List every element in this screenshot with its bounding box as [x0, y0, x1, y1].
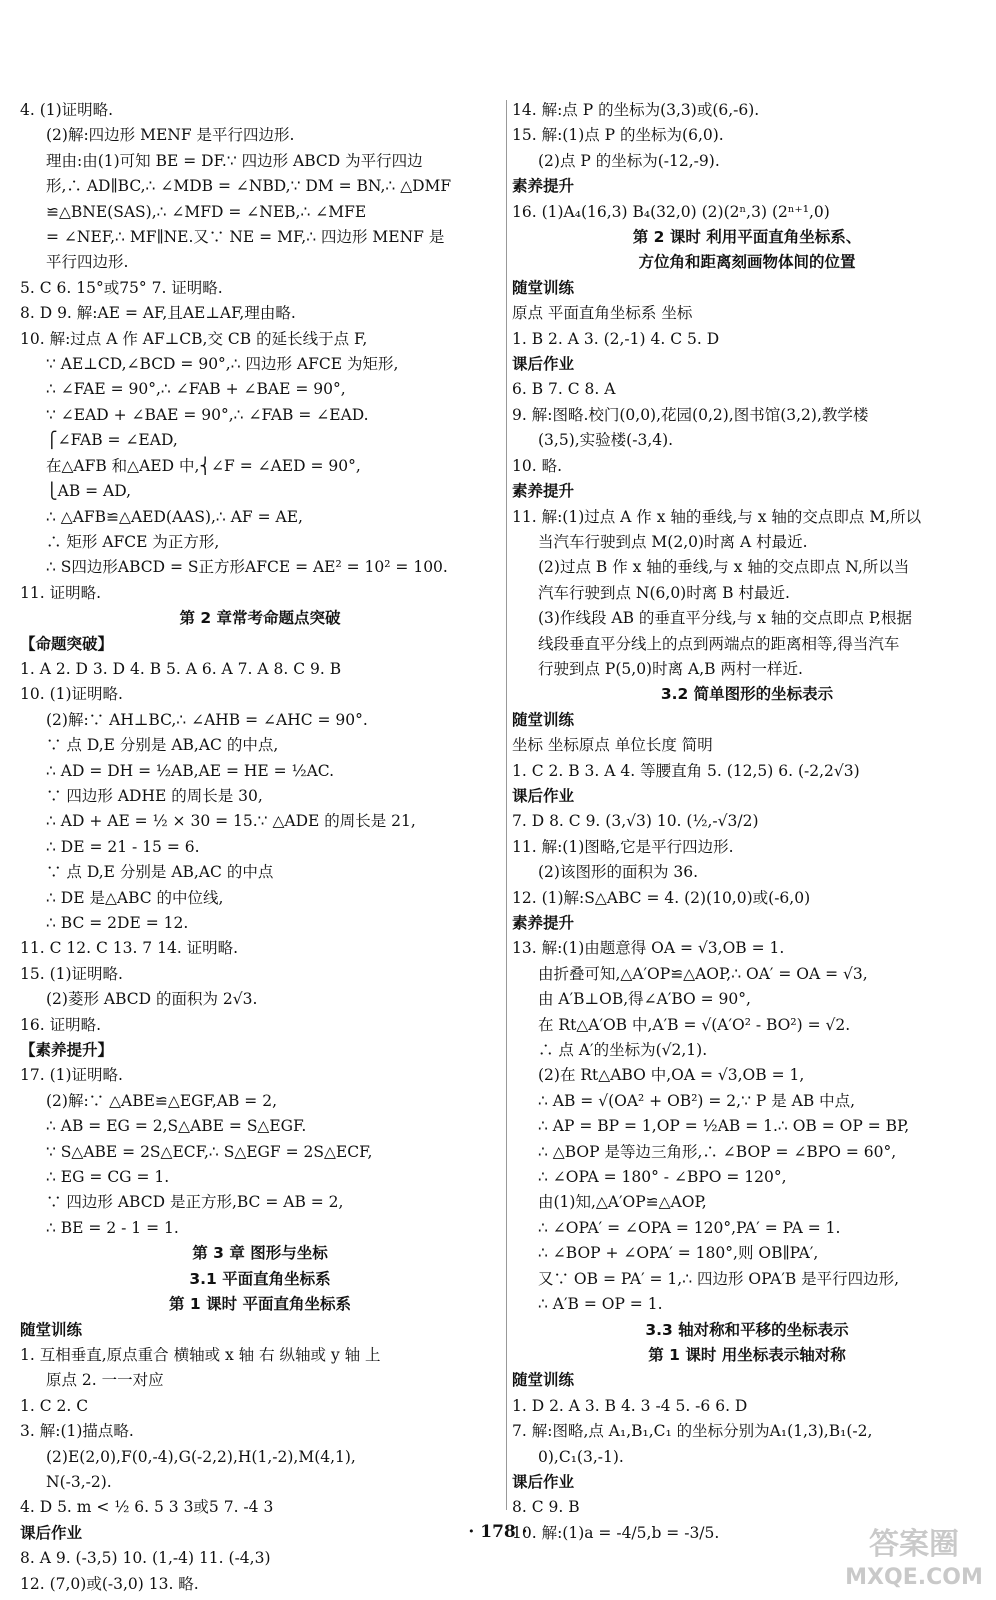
answer-line: 10. 解:过点 A 作 AF⊥CB,交 CB 的延长线于点 F,	[20, 329, 368, 348]
answer-line: 5. C 6. 15°或75° 7. 证明略.	[20, 278, 223, 297]
section-label: 素养提升	[512, 914, 575, 932]
answer-line: 11. C 12. C 13. 7 14. 证明略.	[20, 939, 239, 958]
answer-line: ⎩AB = AD,	[46, 482, 132, 501]
answer-line: ⎧∠FAB = ∠EAD,	[46, 431, 178, 450]
heading: 第 3 章 图形与坐标	[192, 1244, 328, 1263]
answer-line: ∴ △AFB≌△AED(AAS),∴ AF = AE,	[46, 507, 303, 526]
section-label: 素养提升	[512, 177, 575, 196]
answer-line: ∵ 四边形 ADHE 的周长是 30,	[46, 786, 263, 805]
answer-line: 行驶到点 P(5,0)时离 A,B 两村一样近.	[538, 659, 803, 678]
answer-line: 在 Rt△A′OB 中,A′B = √(A′O² - BO²) = √2.	[538, 1015, 851, 1034]
answer-line: ∴ A′B = OP = 1.	[538, 1295, 663, 1314]
answer-line: 6. B 7. C 8. A	[512, 380, 616, 399]
answer-line: ∴ AD = DH = ½AB,AE = HE = ½AC.	[46, 761, 335, 780]
answer-line: 8. D 9. 解:AE = AF,且AE⊥AF,理由略.	[20, 304, 296, 323]
answer-line: ∴ AB = √(OA² + OB²) = 2,∵ P 是 AB 中点,	[538, 1091, 856, 1110]
answer-line: (3,5),实验楼(-3,4).	[538, 431, 674, 450]
answer-line: 10. 略.	[512, 456, 563, 475]
answer-line: ∴ DE = 21 - 15 = 6.	[46, 837, 200, 856]
answer-line: ∵ 四边形 ABCD 是正方形,BC = AB = 2,	[46, 1193, 344, 1212]
heading: 3.1 平面直角坐标系	[189, 1269, 331, 1288]
section-label: 【素养提升】	[20, 1041, 114, 1060]
answer-line: ∴ DE 是△ABC 的中位线,	[46, 888, 224, 907]
answer-line: 9. 解:图略.校门(0,0),花园(0,2),图书馆(3,2),教学楼	[512, 405, 869, 424]
watermark-logo-icon	[844, 1520, 984, 1592]
answer-line: 11. 解:(1)过点 A 作 x 轴的垂线,与 x 轴的交点即点 M,所以	[512, 507, 922, 526]
section-label: 课后作业	[512, 355, 575, 374]
answer-line: ∴ ∠OPA = 180° - ∠BPO = 120°,	[538, 1168, 787, 1187]
answer-line: (2)在 Rt△ABO 中,OA = √3,OB = 1,	[538, 1066, 805, 1085]
answer-line: 汽车行驶到点 N(6,0)时离 B 村最近.	[538, 583, 790, 602]
answer-line: (2)菱形 ABCD 的面积为 2√3.	[46, 990, 258, 1009]
answer-line: (2)E(2,0),F(0,-4),G(-2,2),H(1,-2),M(4,1),	[46, 1447, 356, 1466]
answer-line: ∴ AD + AE = ½ × 30 = 15.∵ △ADE 的周长是 21,	[46, 812, 416, 831]
answer-line: ∵ 点 D,E 分别是 AB,AC 的中点,	[46, 736, 279, 755]
answer-line: ∴ BC = 2DE = 12.	[46, 914, 189, 932]
section-label: 课后作业	[20, 1523, 83, 1542]
answer-line: 由折叠可知,△A′OP≌△AOP,∴ OA′ = OA = √3,	[538, 964, 868, 983]
answer-line: (3)作线段 AB 的垂直平分线,与 x 轴的交点即点 P,根据	[538, 609, 913, 628]
answer-line: 4. D 5. m < ½ 6. 5 3 3或5 7. -4 3	[20, 1498, 274, 1517]
answer-line: ∵ ∠EAD + ∠BAE = 90°,∴ ∠FAB = ∠EAD.	[46, 405, 369, 424]
answer-line: 线段垂直平分线上的点到两端点的距离相等,得当汽车	[538, 634, 900, 653]
answer-line: 4. (1)证明略.	[20, 101, 114, 119]
answer-line: ∵ AE⊥CD,∠BCD = 90°,∴ 四边形 AFCE 为矩形,	[46, 355, 399, 374]
watermark-top-text: 答案圈	[869, 1527, 959, 1562]
answer-line: 坐标 坐标原点 单位长度 简明	[512, 736, 713, 755]
answer-line: 1. D 2. A 3. B 4. 3 -4 5. -6 6. D	[512, 1396, 748, 1415]
answer-line: ∴ ∠OPA′ = ∠OPA = 120°,PA′ = PA = 1.	[538, 1218, 841, 1237]
section-label: 随堂训练	[512, 710, 575, 729]
answer-line: 原点 平面直角坐标系 坐标	[512, 304, 693, 323]
answer-line: 10. (1)证明略.	[20, 685, 123, 704]
answer-line: ∴ AB = EG = 2,S△ABE = S△EGF.	[46, 1117, 307, 1136]
column-divider	[506, 100, 507, 1510]
answer-line: ∴ EG = CG = 1.	[46, 1168, 170, 1187]
answer-line: ∴ BE = 2 - 1 = 1.	[46, 1218, 179, 1237]
answer-line: 12. (1)解:S△ABC = 4. (2)(10,0)或(-6,0)	[512, 888, 811, 907]
answer-line: (2)过点 B 作 x 轴的垂线,与 x 轴的交点即点 N,所以当	[538, 558, 910, 577]
answer-line: 16. (1)A₄(16,3) B₄(32,0) (2)(2ⁿ,3) (2ⁿ⁺¹,0)	[512, 202, 830, 221]
answer-line: 3. 解:(1)描点略.	[20, 1422, 134, 1441]
answer-line: 11. 解:(1)图略,它是平行四边形.	[512, 837, 734, 856]
answer-line: 7. D 8. C 9. (3,√3) 10. (½,-√3/2)	[512, 812, 759, 831]
answer-line: ∴ ∠FAE = 90°,∴ ∠FAB + ∠BAE = 90°,	[46, 380, 346, 399]
answer-line: ∴ S四边形ABCD = S正方形AFCE = AE² = 10² = 100.	[46, 558, 448, 577]
right-column	[512, 98, 982, 1546]
answer-line: 15. 解:(1)点 P 的坐标为(6,0).	[512, 126, 724, 145]
answer-line: ≌△BNE(SAS),∴ ∠MFD = ∠NEB,∴ ∠MFE	[46, 202, 367, 221]
answer-line: 16. 证明略.	[20, 1015, 102, 1034]
answer-line: 17. (1)证明略.	[20, 1066, 123, 1085]
answer-line: 由(1)知,△A′OP≌△AOP,	[538, 1193, 707, 1212]
answer-line: 理由:由(1)可知 BE = DF.∵ 四边形 ABCD 为平行四边	[46, 151, 423, 170]
answer-line: ∴ AP = BP = 1,OP = ½AB = 1.∴ OB = OP = BP,	[538, 1117, 910, 1136]
answer-line: 原点 2. 一一对应	[46, 1371, 164, 1390]
heading: 第 1 课时 用坐标表示轴对称	[648, 1345, 846, 1364]
answer-line: = ∠NEF,∴ MF∥NE.又∵ NE = MF,∴ 四边形 MENF 是	[46, 228, 445, 247]
answer-line: (2)点 P 的坐标为(-12,-9).	[538, 151, 720, 170]
heading: 方位角和距离刻画物体间的位置	[638, 253, 856, 272]
answer-line: 1. C 2. B 3. A 4. 等腰直角 5. (12,5) 6. (-2,2√3)	[512, 761, 860, 780]
answer-line: (2)解:∵ AH⊥BC,∴ ∠AHB = ∠AHC = 90°.	[46, 710, 368, 729]
answer-line: 10. 解:(1)a = -4/5,b = -3/5.	[512, 1523, 720, 1542]
section-label: 【命题突破】	[20, 634, 114, 653]
answer-line: 7. 解:图略,点 A₁,B₁,C₁ 的坐标分别为A₁(1,3),B₁(-2,	[512, 1422, 873, 1441]
answer-line: ∴ 点 A′的坐标为(√2,1).	[538, 1041, 708, 1060]
answer-line: (2)解:∵ △ABE≌△EGF,AB = 2,	[46, 1091, 278, 1110]
section-label: 随堂训练	[512, 1371, 575, 1390]
answer-line: 8. A 9. (-3,5) 10. (1,-4) 11. (-4,3)	[20, 1549, 271, 1568]
answer-line: 在△AFB 和△AED 中,⎨∠F = ∠AED = 90°,	[46, 456, 361, 475]
section-label: 随堂训练	[20, 1320, 83, 1339]
heading: 第 1 课时 平面直角坐标系	[169, 1295, 351, 1314]
answer-line: 15. (1)证明略.	[20, 964, 123, 983]
answer-line: 13. 解:(1)由题意得 OA = √3,OB = 1.	[512, 939, 785, 958]
section-label: 课后作业	[512, 786, 575, 805]
answer-line: ∴ △BOP 是等边三角形,∴ ∠BOP = ∠BPO = 60°,	[538, 1142, 897, 1161]
answer-line: 平行四边形.	[46, 253, 129, 272]
answer-line: ∵ 点 D,E 分别是 AB,AC 的中点	[46, 863, 274, 882]
page-number: · 178 ·	[468, 1522, 528, 1542]
heading: 3.2 简单图形的坐标表示	[660, 685, 834, 704]
heading: 第 2 章常考命题点突破	[179, 609, 341, 628]
answer-line: 形,∴ AD∥BC,∴ ∠MDB = ∠NBD,∵ DM = BN,∴ △DMF	[46, 177, 452, 196]
section-label: 课后作业	[512, 1472, 575, 1491]
answer-line: ∵ S△ABE = 2S△ECF,∴ S△EGF = 2S△ECF,	[46, 1142, 373, 1161]
heading: 第 2 课时 利用平面直角坐标系、	[632, 228, 862, 247]
section-label: 随堂训练	[512, 278, 575, 297]
section-label: 素养提升	[512, 482, 575, 501]
answer-line: 由 A′B⊥OB,得∠A′BO = 90°,	[538, 990, 751, 1009]
answer-line: N(-3,-2).	[46, 1472, 112, 1491]
left-column	[20, 98, 500, 1597]
answer-line: 又∵ OB = PA′ = 1,∴ 四边形 OPA′B 是平行四边形,	[538, 1269, 900, 1288]
answer-line: 11. 证明略.	[20, 583, 102, 602]
answer-line: 8. C 9. B	[512, 1498, 580, 1517]
heading: 3.3 轴对称和平移的坐标表示	[645, 1320, 849, 1339]
answer-line: ∴ ∠BOP + ∠OPA′ = 180°,则 OB∥PA′,	[538, 1244, 819, 1263]
answer-line: 1. C 2. C	[20, 1396, 89, 1415]
answer-line: 1. B 2. A 3. (2,-1) 4. C 5. D	[512, 329, 720, 348]
answer-line: 当汽车行驶到点 M(2,0)时离 A 村最近.	[538, 532, 808, 551]
answer-line: ∴ 矩形 AFCE 为正方形,	[46, 532, 220, 551]
answer-line: 1. 互相垂直,原点重合 横轴或 x 轴 右 纵轴或 y 轴 上	[20, 1345, 381, 1364]
answer-line: 12. (7,0)或(-3,0) 13. 略.	[20, 1574, 199, 1593]
answer-line: 1. A 2. D 3. D 4. B 5. A 6. A 7. A 8. C 9. B	[20, 659, 342, 678]
answer-line: 0),C₁(3,-1).	[538, 1447, 624, 1466]
answer-line: (2)该图形的面积为 36.	[538, 863, 699, 882]
answer-line: 14. 解:点 P 的坐标为(3,3)或(6,-6).	[512, 101, 760, 119]
answer-line: (2)解:四边形 MENF 是平行四边形.	[46, 126, 295, 145]
watermark-bottom-text: MXQE.COM	[845, 1565, 983, 1590]
